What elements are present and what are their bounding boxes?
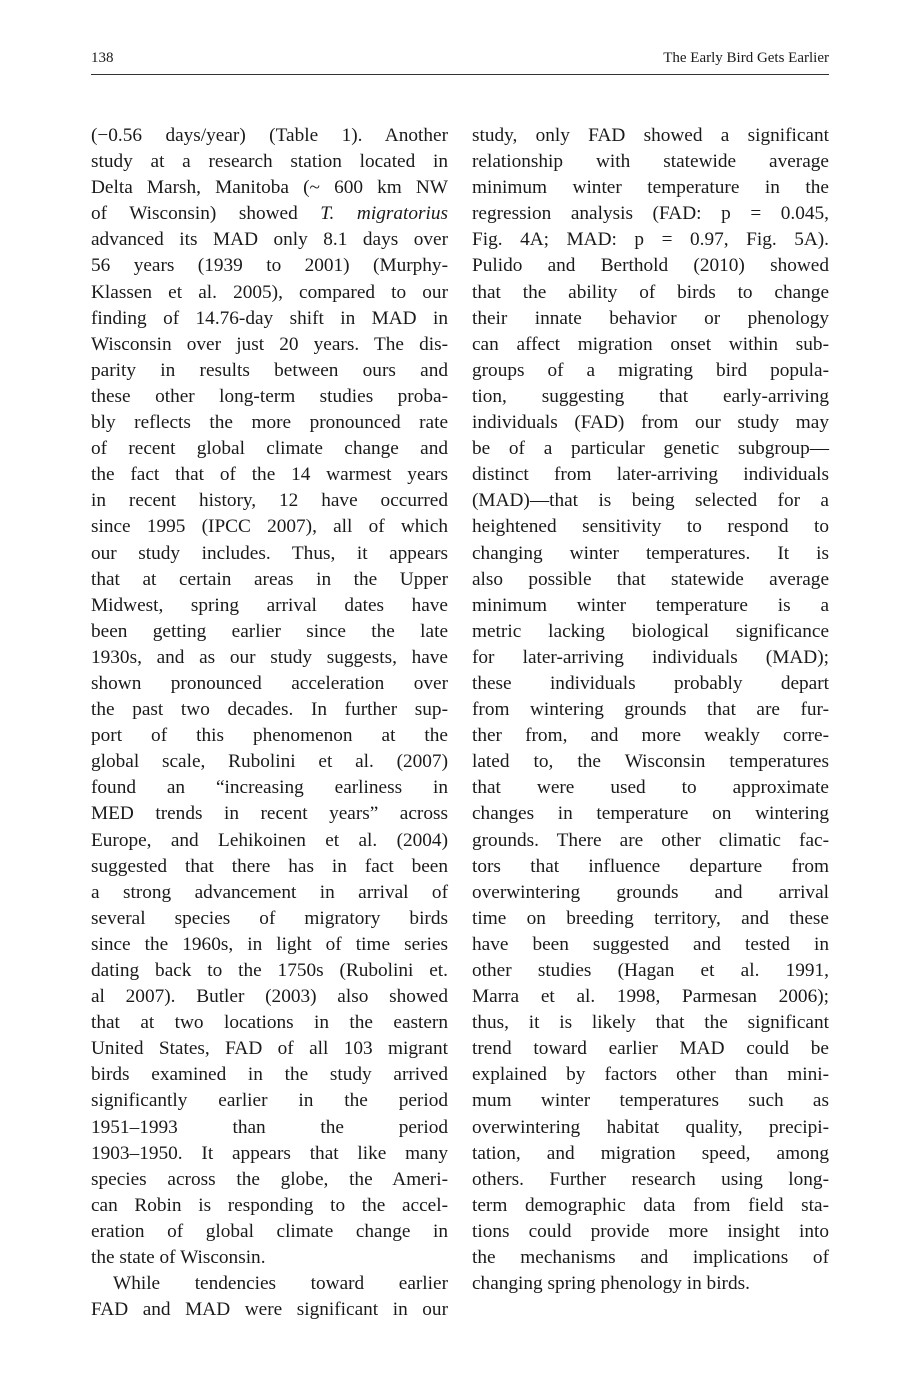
text-line: for later-arriving individuals (MAD); bbox=[472, 646, 829, 668]
text-line: in recent history, 12 have occurred bbox=[91, 490, 448, 512]
text-line: that the ability of birds to change bbox=[472, 281, 829, 303]
text-line: 1951–1993 than the period bbox=[91, 1116, 448, 1138]
text-line: lated to, the Wisconsin temperatures bbox=[472, 751, 829, 773]
text-line: be of a particular genetic subgroup— bbox=[472, 438, 829, 460]
text-line: 56 years (1939 to 2001) (Murphy- bbox=[91, 255, 448, 277]
text-line: ther from, and more weakly corre- bbox=[472, 725, 829, 747]
text-line: the past two decades. In further sup- bbox=[91, 699, 448, 721]
text-line: changing spring phenology in birds. bbox=[472, 1273, 750, 1295]
text-line: individuals (FAD) from our study may bbox=[472, 412, 829, 434]
text-line: time on breeding territory, and these bbox=[472, 907, 829, 929]
paragraph-continued bbox=[472, 123, 829, 1297]
text-line: since the 1960s, in light of time series bbox=[91, 933, 448, 955]
paragraph-2 bbox=[91, 1271, 448, 1323]
running-title: The Early Bird Gets Earlier bbox=[663, 50, 829, 66]
text-line: regression analysis (FAD: p = 0.045, bbox=[472, 203, 829, 225]
text-line: can Robin is responding to the accel- bbox=[91, 1194, 448, 1216]
text-line: been getting earlier since the late bbox=[91, 620, 448, 642]
text-line: eration of global climate change in bbox=[91, 1220, 448, 1242]
text-line: species across the globe, the Ameri- bbox=[91, 1168, 448, 1190]
left-column bbox=[91, 123, 448, 1323]
text-line: groups of a migrating bird popula- bbox=[472, 359, 829, 381]
text-line: tors that influence departure from bbox=[472, 855, 829, 877]
text-line: Delta Marsh, Manitoba (~ 600 km NW bbox=[91, 177, 448, 199]
text-line: have been suggested and tested in bbox=[472, 933, 829, 955]
page-header bbox=[91, 48, 829, 75]
text-line-with-species bbox=[91, 201, 448, 227]
text-line: suggested that there has in fact been bbox=[91, 855, 448, 877]
text-line: Fig. 4A; MAD: p = 0.97, Fig. 5A). bbox=[472, 229, 829, 251]
text-line: advanced its MAD only 8.1 days over bbox=[91, 229, 448, 251]
text-line: (−0.56 days/year) (Table 1). Another bbox=[91, 125, 448, 146]
text-line: port of this phenomenon at the bbox=[91, 725, 448, 747]
text-line: the state of Wisconsin. bbox=[91, 1247, 266, 1269]
text-line: distinct from later-arriving individuals bbox=[472, 464, 829, 486]
text-line: term demographic data from field sta- bbox=[472, 1194, 829, 1216]
paragraph-1 bbox=[91, 123, 448, 1271]
text-line: overwintering grounds and arrival bbox=[472, 881, 829, 903]
text-line: the fact that of the 14 warmest years bbox=[91, 464, 448, 486]
text-line: trend toward earlier MAD could be bbox=[472, 1038, 829, 1060]
text-line: parity in results between ours and bbox=[91, 359, 448, 381]
species-name: T. migratorius bbox=[320, 203, 448, 225]
text-line: 1930s, and as our study suggests, have bbox=[91, 646, 448, 668]
text-line: FAD and MAD were significant in our bbox=[91, 1299, 448, 1321]
text-segment: of Wisconsin) showed bbox=[91, 203, 321, 225]
page-number: 138 bbox=[91, 50, 114, 66]
text-line: study at a research station located in bbox=[91, 151, 448, 173]
text-line: tions could provide more insight into bbox=[472, 1220, 829, 1242]
text-line: bly reflects the more pronounced rate bbox=[91, 412, 448, 434]
text-line: overwintering habitat quality, precipi- bbox=[472, 1116, 829, 1138]
text-line: tion, suggesting that early-arriving bbox=[472, 385, 829, 407]
text-line: found an “increasing earliness in bbox=[91, 777, 448, 799]
text-line: our study includes. Thus, it appears bbox=[91, 542, 448, 564]
text-line: While tendencies toward earlier bbox=[113, 1273, 448, 1295]
text-line: global scale, Rubolini et al. (2007) bbox=[91, 751, 448, 773]
text-line: Europe, and Lehikoinen et al. (2004) bbox=[91, 829, 448, 851]
text-line: the mechanisms and implications of bbox=[472, 1247, 829, 1269]
right-column bbox=[472, 123, 829, 1297]
text-line: from wintering grounds that are fur- bbox=[472, 699, 829, 721]
text-line: minimum winter temperature in the bbox=[472, 177, 829, 199]
text-line: heightened sensitivity to respond to bbox=[472, 516, 829, 538]
text-line: relationship with statewide average bbox=[472, 151, 829, 173]
text-line: dating back to the 1750s (Rubolini et. bbox=[91, 960, 448, 981]
text-line: Klassen et al. 2005), compared to our bbox=[91, 281, 448, 303]
text-line: metric lacking biological significance bbox=[472, 620, 829, 642]
text-line: other studies (Hagan et al. 1991, bbox=[472, 960, 829, 981]
text-line: thus, it is likely that the significant bbox=[472, 1012, 829, 1034]
text-line: grounds. There are other climatic fac- bbox=[472, 829, 829, 851]
text-line: (MAD)—that is being selected for a bbox=[472, 490, 829, 512]
text-line: can affect migration onset within sub- bbox=[472, 333, 829, 355]
text-line: United States, FAD of all 103 migrant bbox=[91, 1038, 448, 1060]
text-line: shown pronounced acceleration over bbox=[91, 672, 448, 694]
text-line: mum winter temperatures such as bbox=[472, 1090, 829, 1112]
text-line: significantly earlier in the period bbox=[91, 1090, 448, 1112]
text-line: finding of 14.76-day shift in MAD in bbox=[91, 307, 448, 329]
text-line: Midwest, spring arrival dates have bbox=[91, 594, 448, 616]
text-line: several species of migratory birds bbox=[91, 907, 448, 929]
text-line: these other long-term studies proba- bbox=[91, 385, 448, 407]
text-line: Pulido and Berthold (2010) showed bbox=[472, 255, 829, 277]
text-line: Marra et al. 1998, Parmesan 2006); bbox=[472, 986, 829, 1008]
text-line: changing winter temperatures. It is bbox=[472, 542, 829, 564]
text-line: that at two locations in the eastern bbox=[91, 1012, 448, 1034]
text-line: that at certain areas in the Upper bbox=[91, 568, 448, 590]
text-line: these individuals probably depart bbox=[472, 672, 829, 694]
text-line: a strong advancement in arrival of bbox=[91, 881, 448, 903]
text-line: that were used to approximate bbox=[472, 777, 829, 799]
text-line: explained by factors other than mini- bbox=[472, 1064, 829, 1086]
text-line: changes in temperature on wintering bbox=[472, 803, 829, 825]
text-line: others. Further research using long- bbox=[472, 1168, 829, 1190]
text-line: minimum winter temperature is a bbox=[472, 594, 829, 616]
text-line: since 1995 (IPCC 2007), all of which bbox=[91, 516, 448, 538]
text-line: study, only FAD showed a significant bbox=[472, 125, 829, 146]
text-line: al 2007). Butler (2003) also showed bbox=[91, 986, 448, 1008]
text-line: Wisconsin over just 20 years. The dis- bbox=[91, 333, 448, 355]
text-line: also possible that statewide average bbox=[472, 568, 829, 590]
text-line: tation, and migration speed, among bbox=[472, 1142, 829, 1164]
text-line: their innate behavior or phenology bbox=[472, 307, 829, 329]
text-line: of recent global climate change and bbox=[91, 438, 448, 460]
text-line: 1903–1950. It appears that like many bbox=[91, 1142, 448, 1164]
text-line: birds examined in the study arrived bbox=[91, 1064, 448, 1086]
text-line: MED trends in recent years” across bbox=[91, 803, 448, 825]
